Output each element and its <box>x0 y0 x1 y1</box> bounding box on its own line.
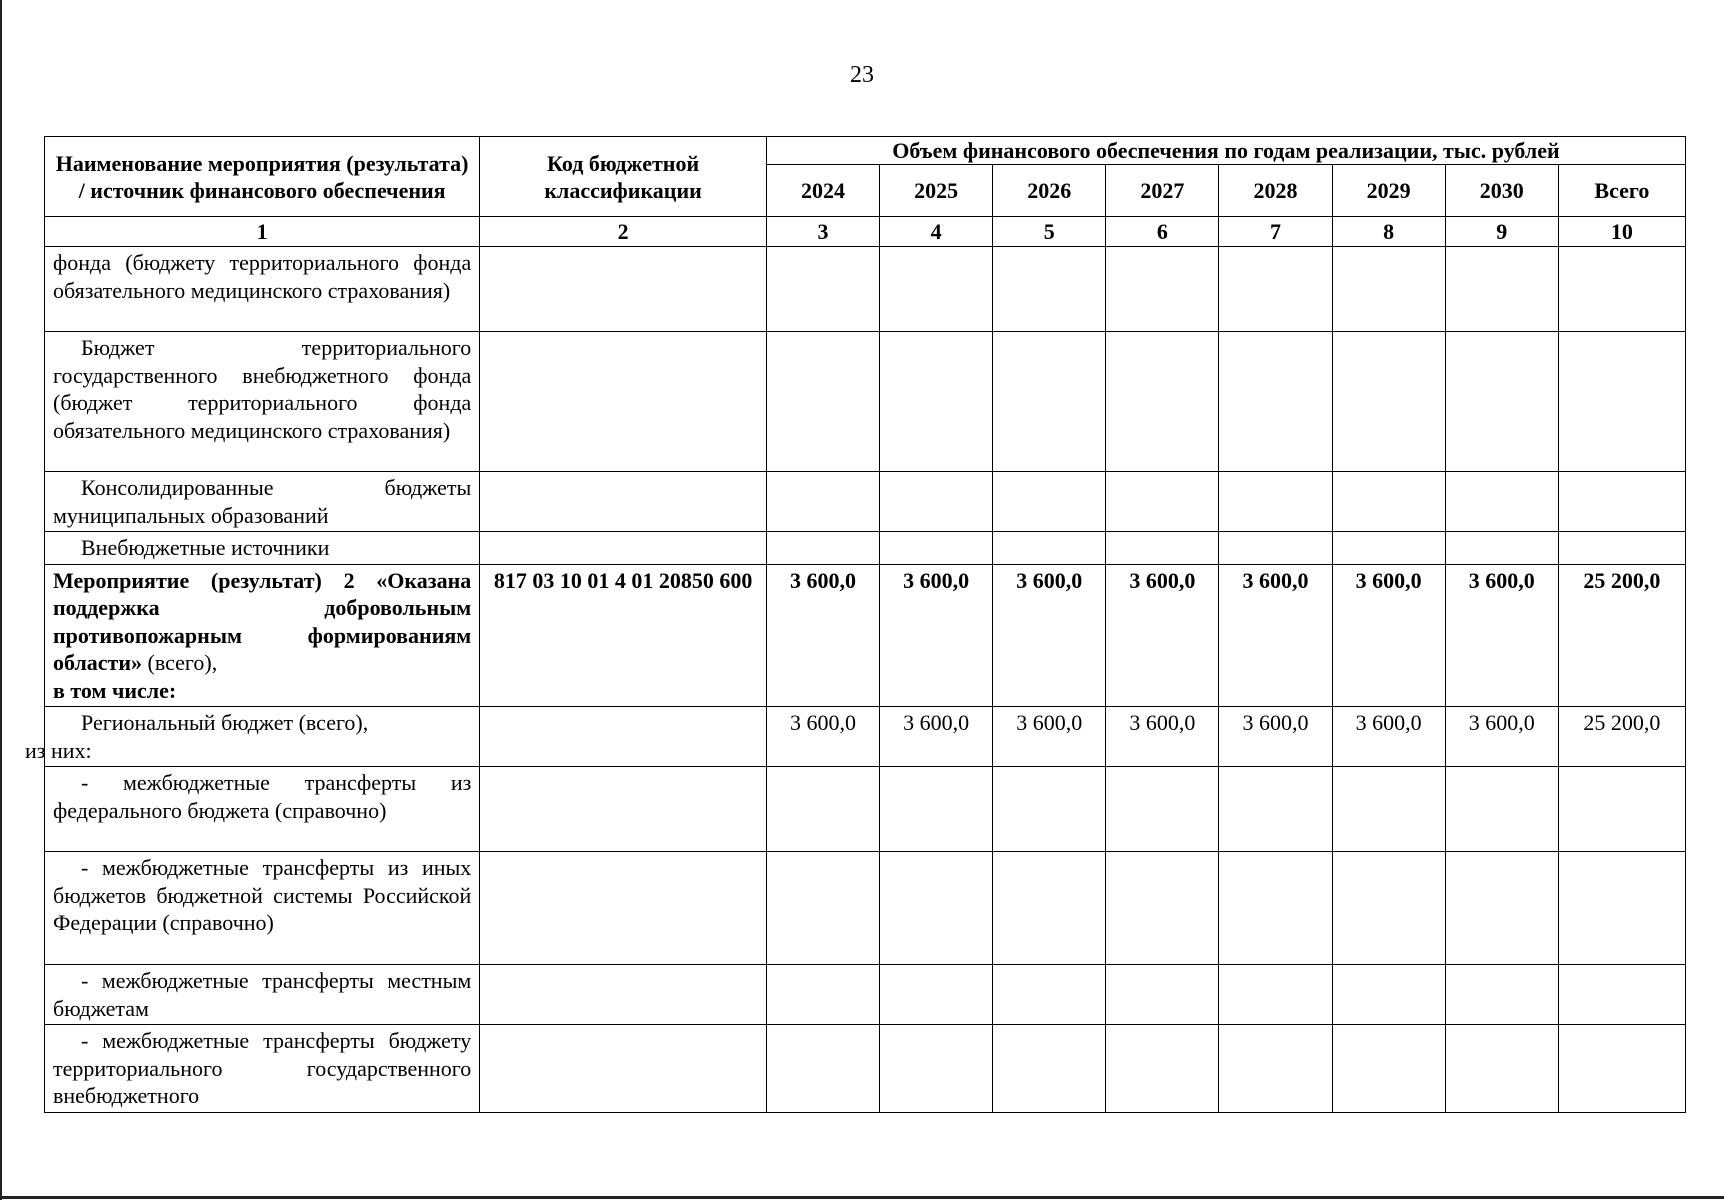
row-value <box>1106 852 1219 965</box>
header-year-2029: 2029 <box>1332 165 1445 217</box>
table-row <box>45 332 1686 472</box>
table-row <box>45 965 1686 1025</box>
row-name: Консолидированные бюджеты муниципальных образований <box>45 472 480 532</box>
row-value <box>1558 532 1685 565</box>
measure-title-tail: в том числе: <box>53 677 177 703</box>
row-value: 3 600,0 <box>1332 707 1445 767</box>
row-value <box>1558 247 1685 332</box>
header-year-2024: 2024 <box>766 165 879 217</box>
header-volume: Объем финансового обеспечения по годам реализации, тыс. рублей <box>766 137 1685 165</box>
table-row <box>45 564 1686 707</box>
row-value <box>993 965 1106 1025</box>
row-name: - межбюджетные трансферты местным бюджетам <box>45 965 480 1025</box>
row-name: - межбюджетные трансферты бюджету территориального государственного внебюджетного <box>45 1025 480 1113</box>
header-code: Код бюджетной классификации <box>480 137 767 217</box>
row-name <box>45 564 480 707</box>
row-value <box>993 247 1106 332</box>
row-value: 25 200,0 <box>1558 564 1685 707</box>
row-value: 3 600,0 <box>766 564 879 707</box>
row-code <box>480 852 767 965</box>
row-value <box>880 1025 993 1113</box>
row-value: 3 600,0 <box>1219 707 1332 767</box>
row-value <box>766 532 879 565</box>
header-name: Наименование мероприятия (результата) / источник финансового обеспечения <box>45 137 480 217</box>
row-value <box>1445 472 1558 532</box>
row-value <box>1106 532 1219 565</box>
header-year-2030: 2030 <box>1445 165 1558 217</box>
row-value <box>1445 332 1558 472</box>
row-value <box>1106 247 1219 332</box>
budget-table <box>25 136 1686 1113</box>
row-value <box>1219 1025 1332 1113</box>
row-value <box>993 1025 1106 1113</box>
row-value <box>880 247 993 332</box>
row-value: 3 600,0 <box>880 564 993 707</box>
row-value <box>1332 472 1445 532</box>
row-value <box>1219 247 1332 332</box>
column-number: 2 <box>480 217 767 247</box>
measure-title-suffix: (всего), <box>142 650 218 675</box>
row-name: Бюджет территориального государственного внебюджетного фонда (бюджет территориального фонда обязательного медицинского страхования) <box>45 332 480 472</box>
row-code <box>480 532 767 565</box>
row-value <box>1558 1025 1685 1113</box>
row-value <box>1219 332 1332 472</box>
header-year-2025: 2025 <box>880 165 993 217</box>
table-row <box>45 472 1686 532</box>
row-value <box>993 532 1106 565</box>
row-value <box>993 767 1106 852</box>
row-value <box>1558 965 1685 1025</box>
row-value <box>1445 247 1558 332</box>
row-code <box>480 332 767 472</box>
column-number: 7 <box>1219 217 1332 247</box>
row-value <box>1106 1025 1219 1113</box>
row-code <box>480 767 767 852</box>
row-value: 3 600,0 <box>1106 707 1219 767</box>
row-value <box>766 852 879 965</box>
page-border-bottom <box>0 1196 1724 1199</box>
column-number: 4 <box>880 217 993 247</box>
row-value <box>1445 767 1558 852</box>
row-value <box>766 1025 879 1113</box>
row-value <box>1558 332 1685 472</box>
column-number: 6 <box>1106 217 1219 247</box>
row-name: фонда (бюджету территориального фонда обязательного медицинского страхования) <box>45 247 480 332</box>
page-number: 23 <box>850 62 874 88</box>
row-name-tail: из них: <box>25 737 92 763</box>
row-name <box>25 707 480 767</box>
row-code <box>480 707 767 767</box>
row-value <box>880 532 993 565</box>
row-code <box>480 1025 767 1113</box>
row-value <box>1106 472 1219 532</box>
column-number: 9 <box>1445 217 1558 247</box>
page-border-left <box>0 0 2 1200</box>
row-value <box>1332 852 1445 965</box>
row-value <box>1219 965 1332 1025</box>
table-row <box>45 247 1686 332</box>
row-value <box>1445 965 1558 1025</box>
row-value <box>1106 767 1219 852</box>
row-value <box>1332 1025 1445 1113</box>
row-code <box>480 965 767 1025</box>
row-value <box>1332 247 1445 332</box>
row-value <box>1106 965 1219 1025</box>
row-value <box>1332 767 1445 852</box>
row-value <box>880 332 993 472</box>
row-value <box>1445 1025 1558 1113</box>
column-number: 10 <box>1558 217 1685 247</box>
row-value <box>1219 767 1332 852</box>
row-value <box>1332 532 1445 565</box>
row-value <box>1332 332 1445 472</box>
row-value <box>880 965 993 1025</box>
table-row <box>45 852 1686 965</box>
row-value <box>1558 767 1685 852</box>
column-number-row <box>45 217 1686 247</box>
column-number: 1 <box>45 217 480 247</box>
row-value: 3 600,0 <box>993 707 1106 767</box>
row-value: 3 600,0 <box>1332 564 1445 707</box>
table-row <box>45 1025 1686 1113</box>
header-year-2026: 2026 <box>993 165 1106 217</box>
row-code <box>480 472 767 532</box>
row-value: 3 600,0 <box>766 707 879 767</box>
row-value <box>766 247 879 332</box>
row-value: 3 600,0 <box>1219 564 1332 707</box>
row-value <box>1445 852 1558 965</box>
row-value <box>1106 332 1219 472</box>
row-value <box>993 472 1106 532</box>
row-code <box>480 247 767 332</box>
row-value <box>880 472 993 532</box>
row-value <box>993 332 1106 472</box>
measure-title: Мероприятие (результат) 2 «Оказана поддержка добровольным противопожарным формированиям области» <box>53 567 472 675</box>
row-name: - межбюджетные трансферты из федерального бюджета (справочно) <box>45 767 480 852</box>
row-value <box>1445 532 1558 565</box>
row-value: 3 600,0 <box>1445 564 1558 707</box>
header-total: Всего <box>1558 165 1685 217</box>
row-value <box>766 332 879 472</box>
row-value <box>880 767 993 852</box>
row-value: 25 200,0 <box>1558 707 1685 767</box>
column-number: 5 <box>993 217 1106 247</box>
header-year-2027: 2027 <box>1106 165 1219 217</box>
row-value <box>1219 472 1332 532</box>
row-value <box>1558 472 1685 532</box>
row-value <box>880 852 993 965</box>
header-year-2028: 2028 <box>1219 165 1332 217</box>
row-code: 817 03 10 01 4 01 20850 600 <box>480 564 767 707</box>
row-value <box>1219 852 1332 965</box>
row-value <box>1332 965 1445 1025</box>
column-number: 3 <box>766 217 879 247</box>
table-row <box>45 767 1686 852</box>
column-number: 8 <box>1332 217 1445 247</box>
row-value <box>1219 532 1332 565</box>
row-value <box>766 767 879 852</box>
row-name: - межбюджетные трансферты из иных бюджетов бюджетной системы Российской Федерации (справочно) <box>45 852 480 965</box>
row-name: Внебюджетные источники <box>45 532 480 565</box>
row-value: 3 600,0 <box>1445 707 1558 767</box>
table-row <box>45 532 1686 565</box>
row-value <box>1558 852 1685 965</box>
row-value: 3 600,0 <box>880 707 993 767</box>
row-value <box>766 472 879 532</box>
row-value <box>993 852 1106 965</box>
table-row <box>45 707 1686 767</box>
row-name-line: Региональный бюджет (всего), <box>81 710 369 735</box>
row-value <box>766 965 879 1025</box>
row-value: 3 600,0 <box>993 564 1106 707</box>
row-value: 3 600,0 <box>1106 564 1219 707</box>
